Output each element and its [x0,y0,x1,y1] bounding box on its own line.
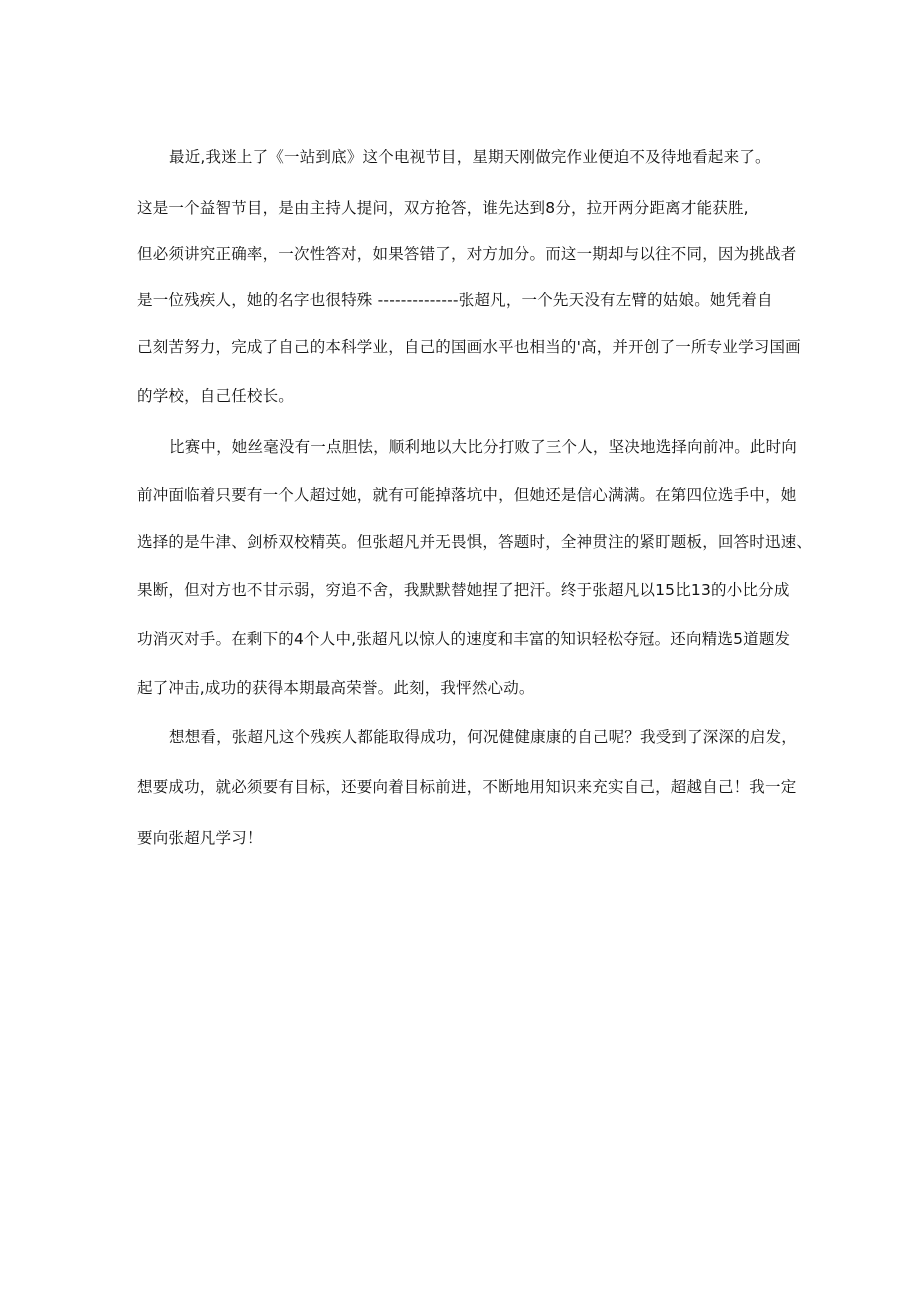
text-line-13: 想想看，张超凡这个残疾人都能取得成功，何况健健康康的自己呢？我受到了深深的启发， [169,728,798,746]
text-line-6: 的学校，自己任校长。 [137,387,295,405]
text-line-10: 果断，但对方也不甘示弱，穷追不舍，我默默替她捏了把汗。终于张超凡以15比13的小比分成 [137,581,790,599]
text-line-7: 比赛中，她丝毫没有一点胆怯，顺利地以大比分打败了三个人，坚决地选择向前冲。此时向 [169,438,798,456]
text-line-14: 想要成功，就必须要有目标，还要向着目标前进，不断地用知识来充实自己，超越自己！我一定 [137,778,797,796]
text-line-11: 功消灭对手。在剩下的4个人中,张超凡以惊人的速度和丰富的知识轻松夺冠。还向精选5道题发 [137,630,791,648]
text-line-4: 是一位残疾人，她的名字也很特殊 --------------张超凡，一个先天没有左臂的姑娘。她凭着自 [137,291,773,309]
text-line-1: 最近,我迷上了《一站到底》这个电视节目，星期天刚做完作业便迫不及待地看起来了。 [169,148,771,166]
text-line-2: 这是一个益智节目，是由主持人提问，双方抢答，谁先达到8分，拉开两分距离才能获胜, [137,199,749,217]
text-line-12: 起了冲击,成功的获得本期最高荣誉。此刻，我怦然心动。 [137,679,535,697]
text-line-9: 选择的是牛津、剑桥双校精英。但张超凡并无畏惧，答题时，全神贯注的紧盯题板，回答时迅速、 [137,533,813,551]
text-line-5: 己刻苦努力，完成了自己的本科学业，自己的国画水平也相当的'高，并开创了一所专业学习国画 [137,338,801,356]
text-line-15: 要向张超凡学习！ [137,829,263,847]
text-line-3: 但必须讲究正确率，一次性答对，如果答错了，对方加分。而这一期却与以往不同，因为挑战者 [137,245,797,263]
text-line-8: 前冲面临着只要有一个人超过她，就有可能掉落坑中，但她还是信心满满。在第四位选手中，她 [137,486,797,504]
